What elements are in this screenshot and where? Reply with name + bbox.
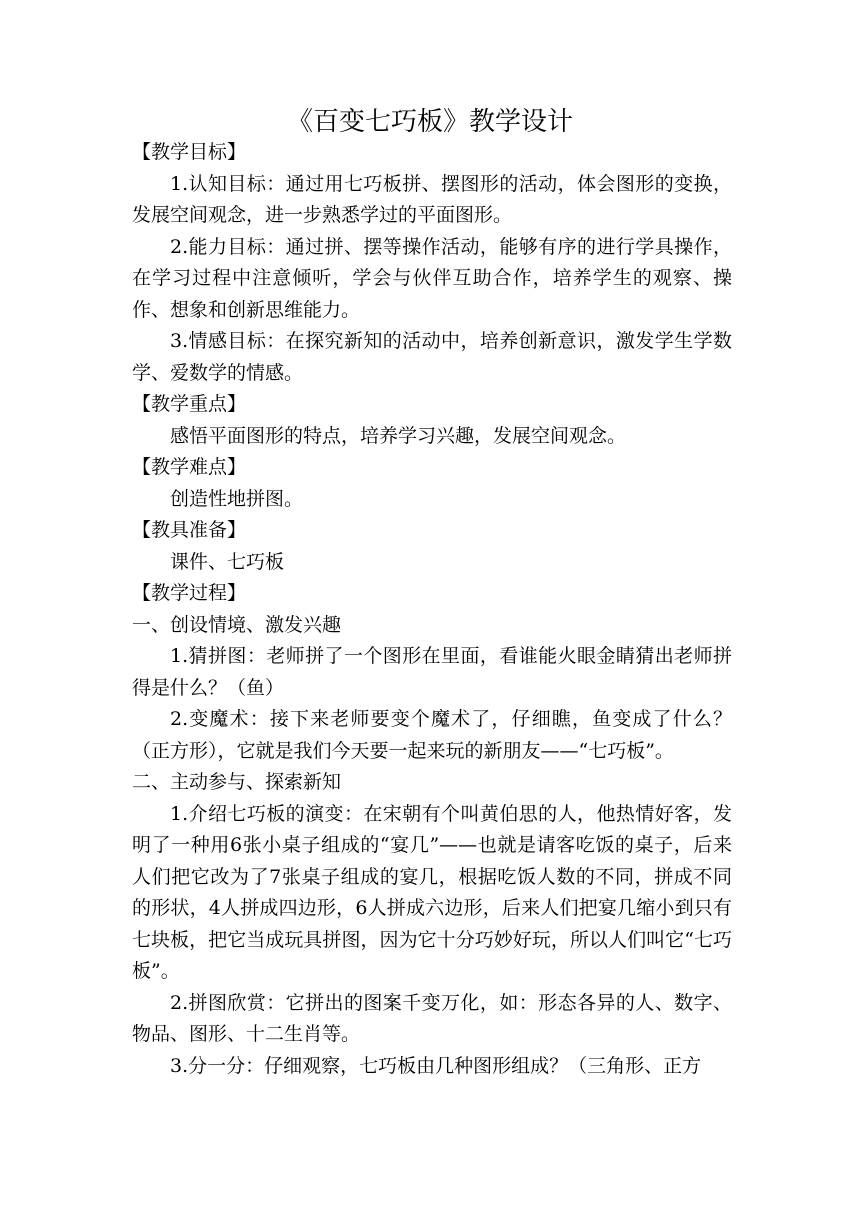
difficulties-text: 创造性地拼图。 (170, 487, 304, 510)
process-part1-title: 一、创设情境、激发兴趣 (132, 613, 342, 636)
heading-objectives: 【教学目标】 (132, 141, 247, 163)
process-part1-item-1: 1.猜拼图：老师拼了一个图形在里面，看谁能火眼金睛猜出老师拼得是什么？（鱼） (132, 645, 732, 699)
process-part2-title: 二、主动参与、探索新知 (132, 771, 342, 793)
heading-process: 【教学过程】 (132, 582, 247, 604)
process-part2-item-2: 2.拼图欣赏：它拼出的图案千变万化，如：形态各异的人、数字、物品、图形、十二生肖等。 (132, 991, 732, 1045)
document-body (132, 137, 732, 1082)
materials-text: 课件、七巧板 (170, 550, 285, 573)
process-part2-item-1: 1.介绍七巧板的演变：在宋朝有个叫黄伯思的人，他热情好客，发明了一种用6张小桌子组成的“宴几”——也就是请客吃饭的桌子，后来人们把它改为了7张桌子组成的宴几，根据吃饭人数的不同，拼成不同的形状，4人拼成四边形，6人拼成六边形，后来人们把宴几缩小到只有七块板，把它当成玩具拼图，因为它十分巧妙好玩，所以人们叫它“七巧板”。 (132, 802, 732, 982)
process-part1-item-2: 2.变魔术：接下来老师要变个魔术了，仔细瞧，鱼变成了什么？（正方形），它就是我们今天要一起来玩的新朋友——“七巧板”。 (132, 708, 732, 762)
objective-ability: 2.能力目标：通过拼、摆等操作活动，能够有序的进行学具操作，在学习过程中注意倾听，学会与伙伴互助合作，培养学生的观察、操作、想象和创新思维能力。 (132, 235, 732, 321)
document-title: 《百变七巧板》教学设计 (286, 107, 573, 137)
objective-emotion: 3.情感目标：在探究新知的活动中，培养创新意识，激发学生学数学、爱数学的情感。 (132, 330, 732, 384)
process-part2-item-3: 3.分一分：仔细观察，七巧板由几种图形组成？（三角形、正方 (170, 1054, 702, 1077)
heading-materials: 【教具准备】 (132, 519, 247, 541)
heading-key-points: 【教学重点】 (132, 393, 247, 415)
objective-cognitive: 1.认知目标：通过用七巧板拼、摆图形的活动，体会图形的变换，发展空间观念，进一步熟悉学过的平面图形。 (132, 172, 732, 226)
heading-difficulties: 【教学难点】 (132, 456, 247, 478)
key-points-text: 感悟平面图形的特点，培养学习兴趣，发展空间观念。 (170, 424, 627, 447)
